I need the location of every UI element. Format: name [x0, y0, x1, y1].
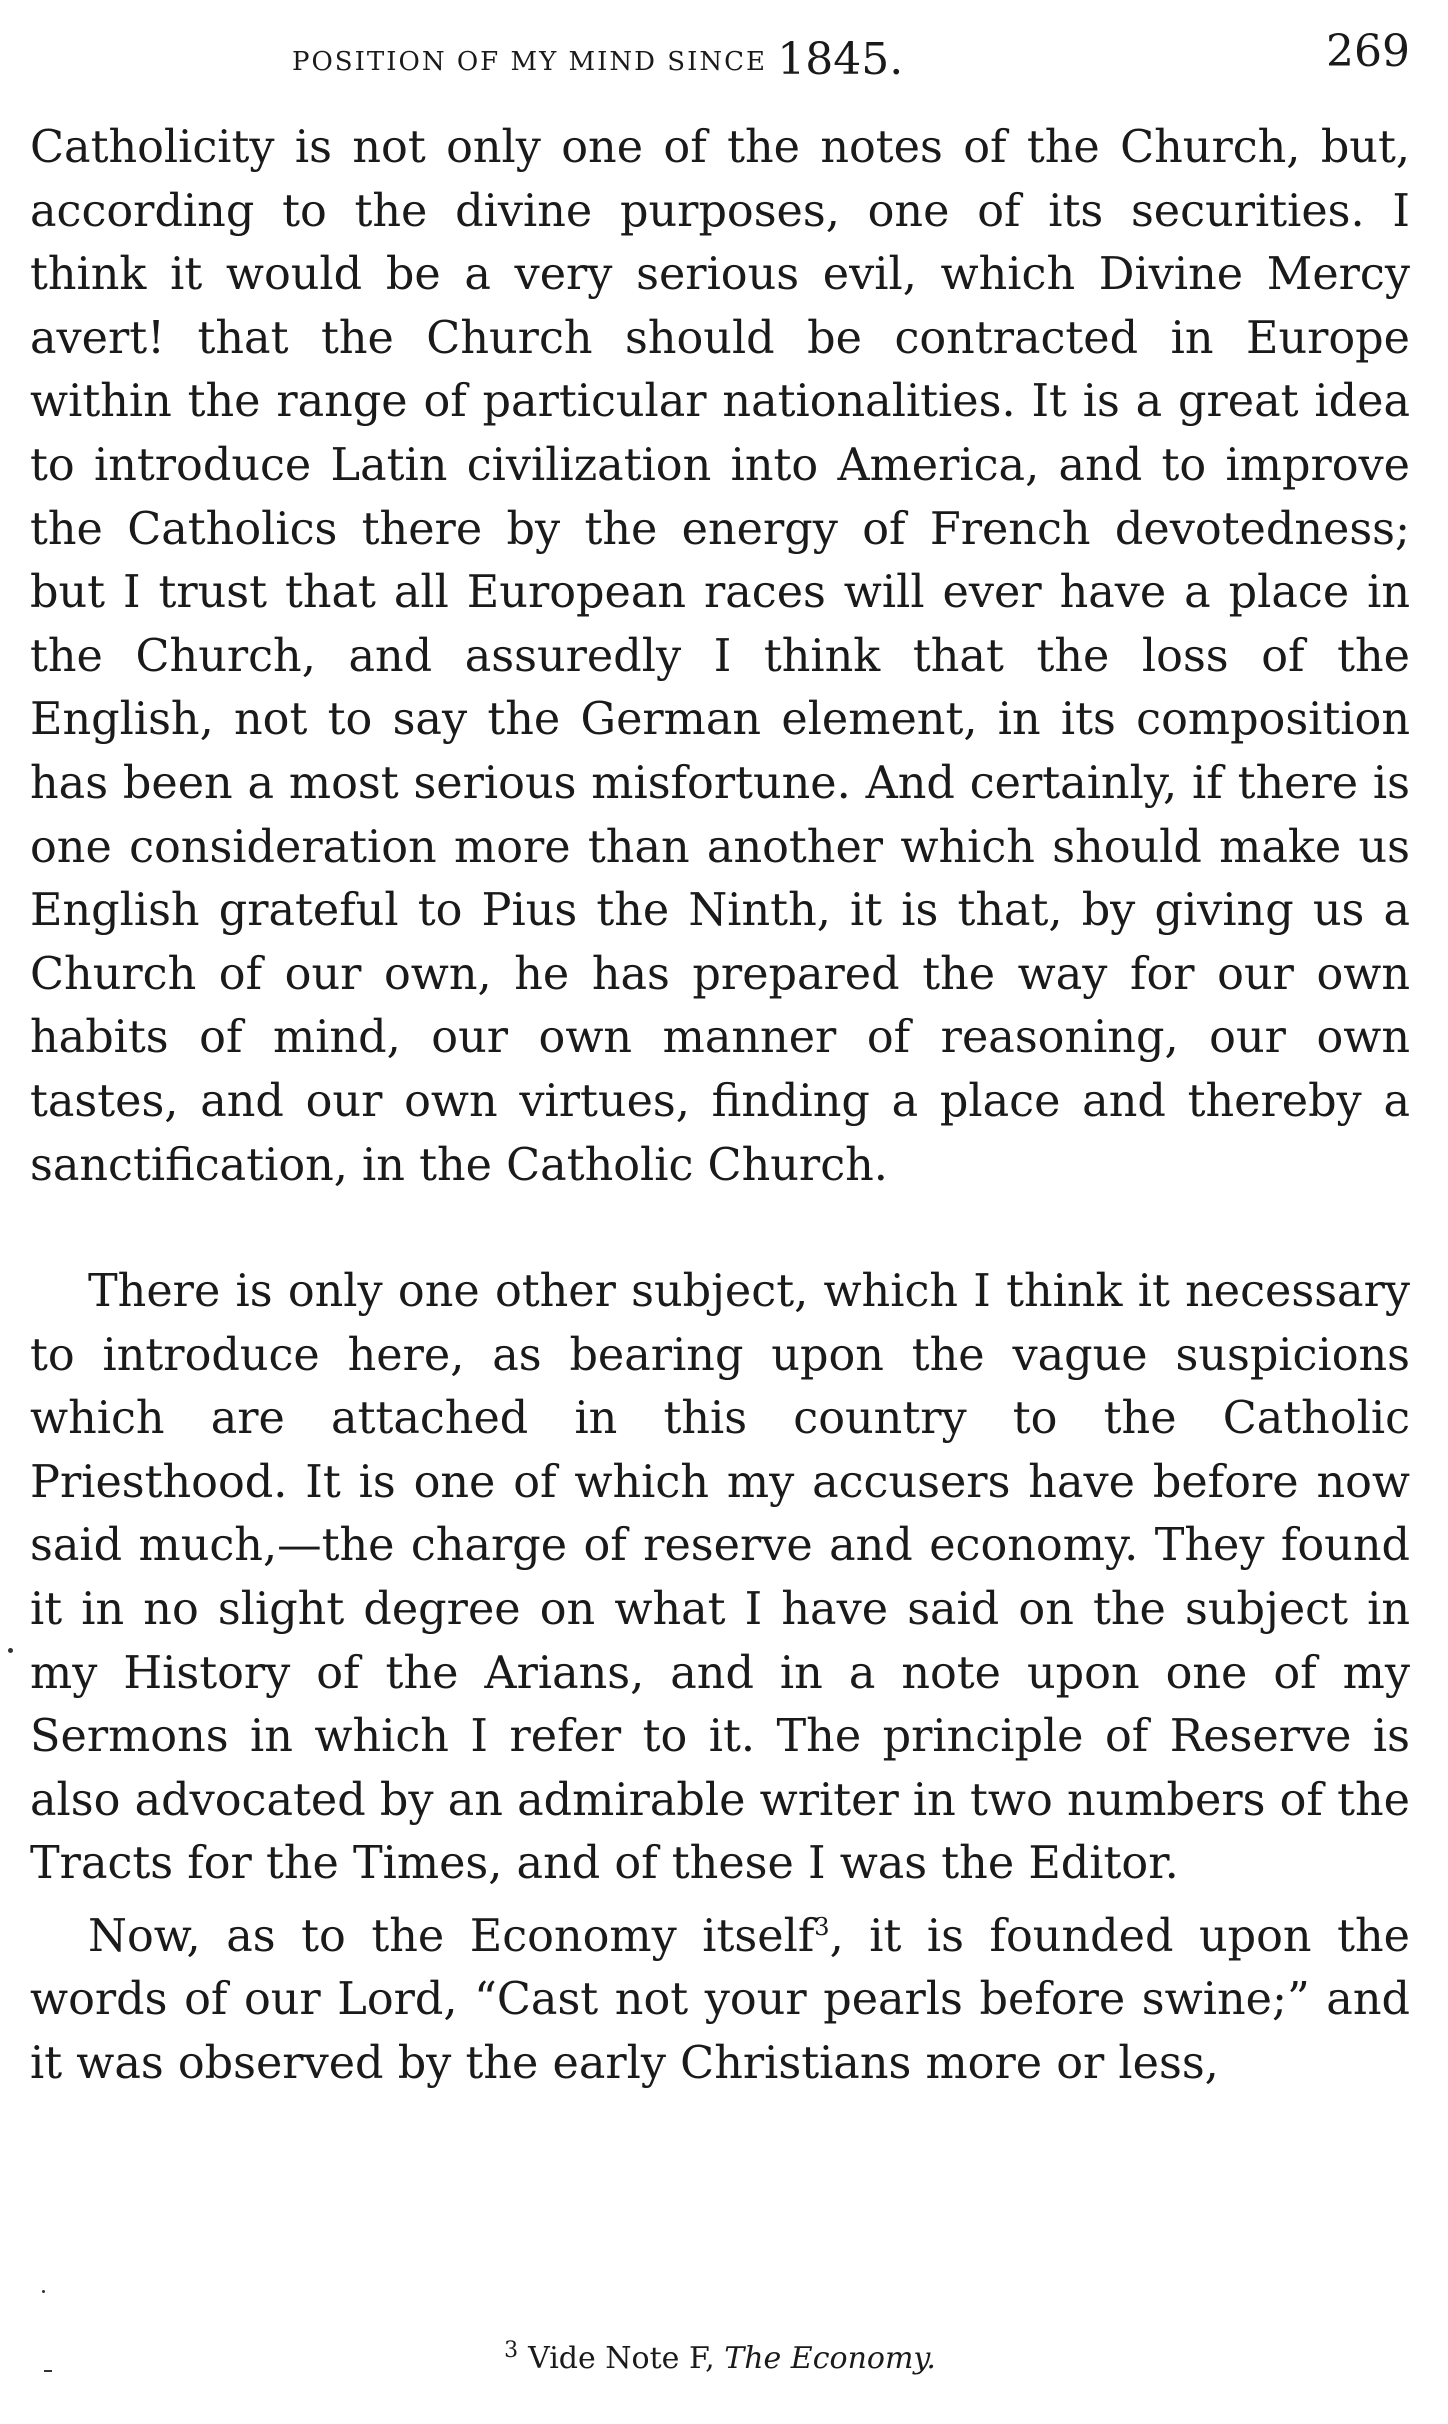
paragraph-3-text-end: , it is founded upon the words of our Lord, “Cast not your pearls before swine;” and it was observed by the early Christians more or less,: [30, 1910, 1410, 2090]
footnote-title: The Economy.: [724, 2341, 936, 2376]
page-number: 269: [1326, 26, 1410, 77]
book-page: [30, 0, 1410, 2424]
paragraph-1: Catholicity is not only one of the notes of the Church, but, according to the divine purposes, one of its securities. I think it would be a very serious evil, which Divine Mercy avert! that the Church should be contracted in Europe within the range of particular nationalities. It is a great idea to introduce Latin civilization into America, and to improve the Catholics there by the energy of French devotedness; but I trust that all European races will ever have a place in the Church, and assuredly I think that the loss of the English, not to say the German element, in its composition has been a most serious misfortune. And certainly, if there is one consideration more than another which should make us English grateful to Pius the Ninth, it is that, by giving us a Church of our own, he has prepared the way for our own habits of mind, our own manner of reasoning, our own tastes, and our own virtues, finding a place and thereby a sanctification, in the Catholic Church.: [30, 122, 1410, 1191]
paragraph-2: There is only one other subject, which I think it necessary to introduce here, as bearing upon the vague suspicions which are attached in this country to the Catholic Priesthood. It is one of which my accusers have before now said much,—the charge of reserve and economy. They found it in no slight degree on what I have said on the subject in my History of the Arians, and in a note upon one of my Sermons in which I refer to it. The principle of Reserve is also advocated by an admirable writer in two numbers of the Tracts for the Times, and of these I was the Editor.: [30, 1266, 1410, 1890]
margin-speck: [42, 2290, 45, 2293]
paragraph-3-text-start: Now, as to the Economy itself: [88, 1910, 815, 1962]
running-title-year: 1845.: [777, 34, 904, 85]
running-head: [30, 22, 1410, 85]
body-text: [30, 116, 1410, 2096]
paragraph-3: [30, 1896, 1410, 2096]
running-title: [292, 30, 904, 85]
footnote-text: Vide Note F,: [528, 2341, 715, 2376]
footnote-mark: 3: [504, 2338, 519, 2363]
running-title-text: POSITION OF MY MIND SINCE: [292, 47, 767, 77]
margin-speck: [8, 1648, 13, 1653]
footnote: [30, 2338, 1410, 2376]
footnote-reference: 3: [814, 1913, 830, 1942]
